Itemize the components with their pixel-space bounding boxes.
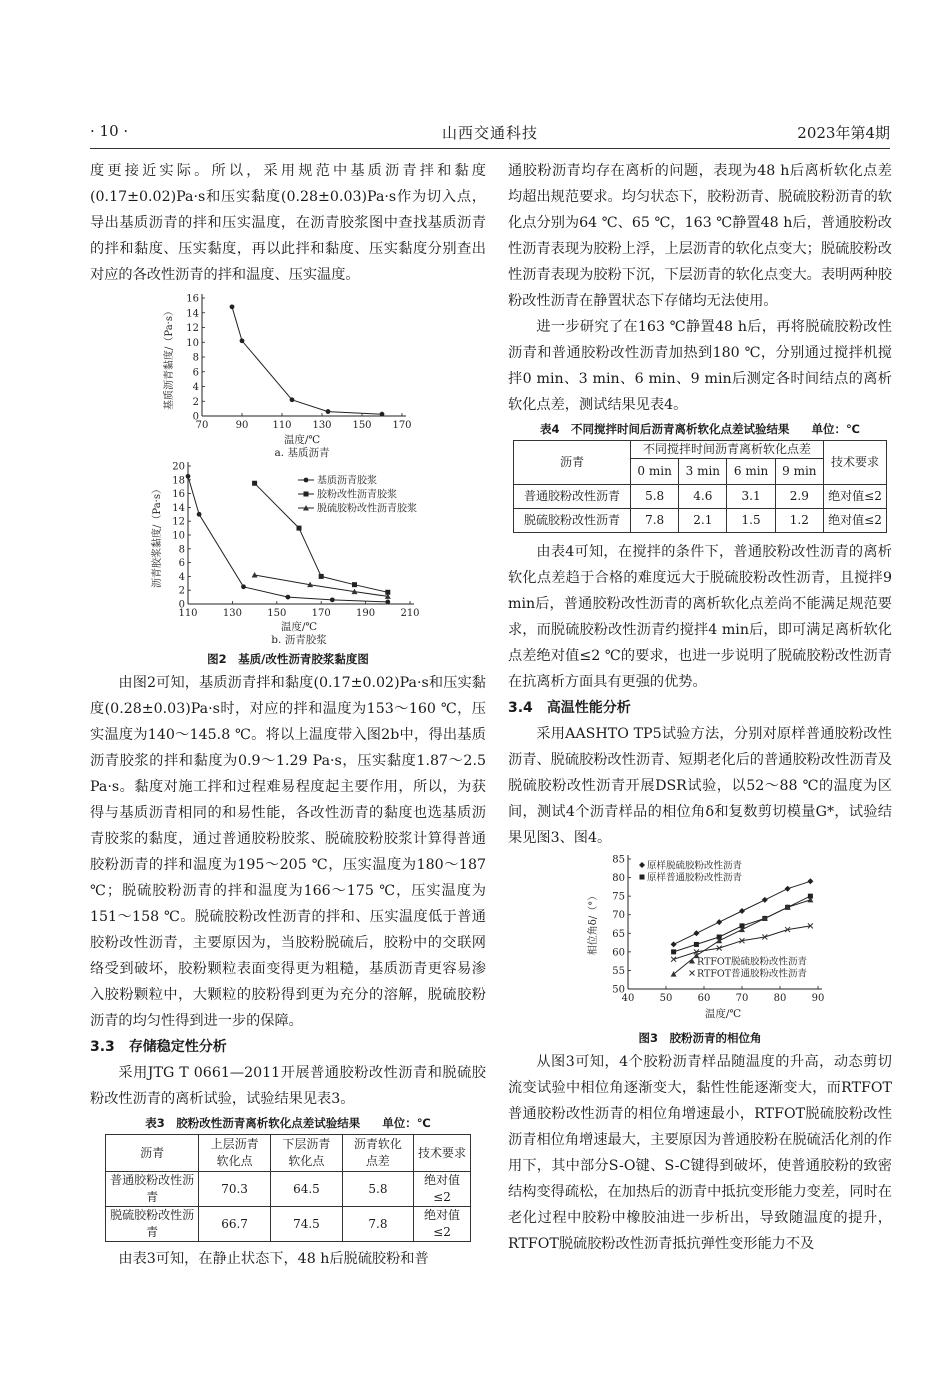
legend-label: 胶粉改性沥青胶浆 xyxy=(317,489,397,501)
table-cell: 2.9 xyxy=(775,485,823,509)
y-tick-label: 4 xyxy=(178,571,185,583)
table-cell: 普通胶粉改性沥青 xyxy=(514,485,631,509)
figure-2a-chart xyxy=(138,288,438,458)
table-cell: 66.7 xyxy=(199,1207,271,1242)
table-header-cell: 下层沥青软化点 xyxy=(271,1135,343,1172)
table-4 xyxy=(513,440,887,533)
paragraph: 采用JTG T 0661—2011开展普通胶粉改性沥青和脱硫胶粉改性沥青的离析试验，试验结果见表3。 xyxy=(90,1065,486,1107)
table-cell: 4.6 xyxy=(679,485,727,509)
figure-2b-chart xyxy=(128,458,448,648)
table-cell: 5.8 xyxy=(631,485,679,509)
data-point xyxy=(762,897,768,903)
x-tick-label: 50 xyxy=(659,993,673,1004)
table-cell: 1.2 xyxy=(775,509,823,533)
y-tick-label: 6 xyxy=(192,367,199,379)
section-number: 3.3 xyxy=(90,1039,115,1055)
data-point xyxy=(807,878,813,884)
data-point xyxy=(639,862,645,868)
table-header-cell: 6 min xyxy=(727,459,775,485)
paragraph: 由表3可知，在静止状态下，48 h后脱硫胶粉和普 xyxy=(118,1251,429,1267)
paragraph: 通胶粉沥青均存在离析的问题，表现为48 h后离析软化点差均超出规范要求。均匀状态下，胶粉沥青、脱硫胶粉沥青的软化点分别为64 ℃、65 ℃，163 ℃静置48 h后，普通胶粉改性沥青表现为胶粉上浮，上层沥青的软化点变大；脱硫胶粉改性沥青表现为胶粉下沉，下层沥青的软化点变大。表明两种胶粉改性沥青在静置状态下存储均无法使用。 xyxy=(508,163,892,309)
data-point xyxy=(297,526,302,531)
x-tick-label: 80 xyxy=(773,993,787,1004)
x-tick-label: 190 xyxy=(356,608,376,619)
table-4-unit: 单位：℃ xyxy=(811,422,860,436)
issue-label: 2023年第4期 xyxy=(797,124,890,142)
legend-label: 原样普通胶粉改性沥青 xyxy=(647,872,743,884)
table-cell: 2.1 xyxy=(679,509,727,533)
table-row xyxy=(106,1207,471,1242)
y-tick-label: 65 xyxy=(612,928,625,940)
y-tick-label: 4 xyxy=(192,382,199,393)
table-row xyxy=(106,1172,471,1207)
paragraph: 进一步研究了在163 ℃静置48 h后，再将脱硫胶粉改性沥青和普通胶粉改性沥青加热到180 ℃，分别通过搅拌机搅拌0 min、3 min、6 min、9 min后测定各时间结点的离析软化点差，测试结果见表4。 xyxy=(508,319,892,413)
table-3-caption xyxy=(90,1114,486,1132)
y-axis-label: 相位角δ/（°） xyxy=(588,890,599,956)
table-cell: 70.3 xyxy=(199,1172,271,1207)
figure-3-caption: 图3 胶粉沥青的相位角 xyxy=(638,1031,762,1045)
y-tick-label: 18 xyxy=(172,475,185,487)
table-3-title: 表3 胶粉改性沥青离析软化点差试验结果 xyxy=(145,1116,361,1130)
x-tick-label: 90 xyxy=(235,420,249,431)
table-cell: 绝对值≤2 xyxy=(824,509,887,533)
legend-label: 基质沥青胶浆 xyxy=(317,475,377,487)
paragraph: 度更接近实际。所以，采用规范中基质沥青拌和黏度(0.17±0.02)Pa·s和压实黏度(0.28±0.03)Pa·s作为切入点，导出基质沥青的拌和压实温度，在沥青胶浆图中查找基质沥青的拌和黏度、压实黏度，再以此拌和黏度、压实黏度分别查出对应的各改性沥青的拌和温度、压实温度。 xyxy=(90,163,486,283)
page-header xyxy=(90,118,890,149)
x-tick-label: 70 xyxy=(735,993,749,1004)
x-axis-label: 温度/℃ xyxy=(704,1008,742,1020)
page-number: · 10 · xyxy=(90,122,129,140)
data-point xyxy=(197,512,202,517)
table-cell: 64.5 xyxy=(271,1172,343,1207)
table-cell: 绝对值≤2 xyxy=(824,485,887,509)
section-title: 存储稳定性分析 xyxy=(128,1039,227,1055)
y-tick-label: 55 xyxy=(612,965,625,977)
figure-3-chart xyxy=(570,851,830,1027)
x-tick-label: 40 xyxy=(621,993,635,1004)
x-axis-label: 温度/℃ xyxy=(283,434,321,446)
table-header-cell: 0 min xyxy=(631,459,679,485)
data-point xyxy=(352,582,357,587)
x-tick-label: 90 xyxy=(811,993,825,1004)
x-tick-label: 60 xyxy=(697,993,711,1004)
right-column xyxy=(508,158,892,1257)
table-header-row xyxy=(106,1135,471,1172)
table-cell: 脱硫胶粉改性沥青 xyxy=(106,1207,199,1242)
data-point xyxy=(785,886,791,892)
y-tick-label: 14 xyxy=(172,502,185,514)
table-cell: 7.8 xyxy=(342,1207,413,1242)
data-point xyxy=(640,875,645,880)
x-tick-label: 170 xyxy=(392,420,412,431)
data-point xyxy=(671,941,677,947)
y-axis-label: 沥青胶浆黏度/（Pa·s） xyxy=(152,484,163,588)
y-tick-label: 10 xyxy=(186,337,199,349)
data-point xyxy=(330,597,335,602)
table-row xyxy=(514,485,887,509)
y-tick-label: 70 xyxy=(612,910,625,922)
figure-2-caption: 图2 基质/改性沥青胶浆黏度图 xyxy=(207,652,369,666)
legend-label: 原样脱硫胶粉改性沥青 xyxy=(647,860,743,872)
table-header-cell: 9 min xyxy=(775,459,823,485)
table-cell: 普通胶粉改性沥青 xyxy=(106,1172,199,1207)
data-point xyxy=(241,584,246,589)
section-title: 高温性能分析 xyxy=(546,700,631,716)
data-point xyxy=(693,930,699,936)
x-tick-label: 70 xyxy=(195,420,209,431)
table-cell: 绝对值≤2 xyxy=(413,1207,470,1242)
y-tick-label: 14 xyxy=(186,308,199,320)
table-cell: 74.5 xyxy=(271,1207,343,1242)
y-tick-label: 20 xyxy=(172,461,185,473)
data-point xyxy=(304,492,309,497)
y-tick-label: 50 xyxy=(612,984,625,996)
x-tick-label: 170 xyxy=(311,608,331,619)
x-tick-label: 150 xyxy=(267,608,287,619)
x-axis-label: 温度/℃ xyxy=(280,621,318,633)
table-header-cell: 沥青 xyxy=(106,1135,199,1172)
data-point xyxy=(694,942,699,947)
table-header-row xyxy=(514,441,887,459)
table-header-cell: 上层沥青软化点 xyxy=(199,1135,271,1172)
x-tick-label: 210 xyxy=(400,608,420,619)
paragraph: 由表4可知，在搅拌的条件下，普通胶粉改性沥青的离析软化点差趋于合格的难度远大于脱硫胶粉改性沥青，且搅拌9 min后，普通胶粉改性沥青的离析软化点差尚不能满足规范要求，而脱硫胶粉改性沥青约搅拌4 min后，即可满足离析软化点差绝对值≤2 ℃的要求，也进一步说明了脱硫胶粉改性沥青在抗离析方面具有更强的优势。 xyxy=(508,544,892,690)
data-point xyxy=(286,595,291,600)
y-tick-label: 2 xyxy=(178,585,185,597)
table-header-cell: 沥青软化点差 xyxy=(342,1135,413,1172)
data-point xyxy=(671,949,676,954)
section-heading-3-3 xyxy=(90,1034,486,1060)
data-point xyxy=(186,474,191,479)
table-header-cell: 3 min xyxy=(679,459,727,485)
data-point xyxy=(304,478,309,483)
table-3-unit: 单位：℃ xyxy=(382,1116,431,1130)
paragraph: 由图2可知，基质沥青拌和黏度(0.17±0.02)Pa·s和压实黏度(0.28±0.03)Pa·s时，对应的拌和温度为153～160 ℃，压实温度为140～145.8 ℃。将以上温度带入图2b中，得出基质沥青胶浆的拌和黏度为0.9～1.29 Pa·s，压实黏度1.87～2.5 Pa·s。黏度对施工拌和过程难易程度起主要作用，所以，为获得与基质沥青相同的和易性能，各改性沥青的黏度也选基质沥青胶浆的黏度，通过普通胶粉胶浆、脱硫胶粉胶浆计算得普通胶粉沥青的拌和温度为195～205 ℃，压实温度为180～187 ℃；脱硫胶粉沥青的拌和温度为166～175 ℃，压实温度为151～158 ℃。脱硫胶粉改性沥青的拌和、压实温度低于普通胶粉改性沥青，主要原因为，当胶粉脱硫后，胶粉中的交联网络受到破坏，胶粉颗粒表面变得更为粗糙，基质沥青更容易渗入胶粉颗粒中，大颗粒的胶粉得到更为充分的溶解，脱硫胶粉沥青的均匀性得到进一步的保障。 xyxy=(90,675,486,1029)
y-tick-label: 0 xyxy=(178,599,185,611)
y-tick-label: 80 xyxy=(612,873,625,885)
table-row xyxy=(514,509,887,533)
table-4-caption xyxy=(508,420,892,438)
table-3 xyxy=(105,1134,471,1242)
x-tick-label: 130 xyxy=(312,420,332,431)
series-line xyxy=(232,307,382,414)
data-point xyxy=(319,574,324,579)
y-tick-label: 2 xyxy=(192,396,199,408)
data-point xyxy=(230,304,235,309)
y-tick-label: 12 xyxy=(186,323,199,334)
data-point xyxy=(380,412,385,417)
table-cell: 5.8 xyxy=(342,1172,413,1207)
data-point xyxy=(716,919,722,925)
y-axis-label: 基质沥青黏度/（Pa·s） xyxy=(164,306,175,410)
data-point xyxy=(252,481,257,486)
y-tick-label: 60 xyxy=(612,947,625,959)
section-heading-3-4 xyxy=(508,695,892,721)
table-cell: 脱硫胶粉改性沥青 xyxy=(514,509,631,533)
y-tick-label: 16 xyxy=(172,489,185,501)
y-tick-label: 16 xyxy=(186,293,199,305)
paragraph: 采用AASHTO TP5试验方法，分别对原样普通胶粉改性沥青、脱硫胶粉改性沥青、短期老化后的普通胶粉改性沥青及脱硫胶粉改性沥青开展DSR试验，以52～88 ℃的温度为区间，测试4个沥青样品的相位角δ和复数剪切模量G*，试验结果见图3、图4。 xyxy=(508,726,892,846)
y-tick-label: 85 xyxy=(612,854,625,866)
legend-label: RTFOT脱硫胶粉改性沥青 xyxy=(697,956,808,968)
left-column xyxy=(90,158,486,1272)
table-header-cell: 技术要求 xyxy=(413,1135,470,1172)
section-number: 3.4 xyxy=(508,700,533,716)
legend-label: 脱硫胶粉改性沥青胶浆 xyxy=(317,503,417,515)
data-point xyxy=(326,409,331,414)
data-point xyxy=(290,397,295,402)
table-header-cell: 技术要求 xyxy=(824,441,887,485)
y-tick-label: 8 xyxy=(192,352,199,364)
x-tick-label: 130 xyxy=(222,608,242,619)
paragraph: 从图3可知，4个胶粉沥青样品随温度的升高，动态剪切流变试验中相位角逐渐变大，黏性性能逐渐变大，而RTFOT普通胶粉改性沥青的相位角增速最小，RTFOT脱硫胶粉改性沥青相位角增速最大，主要原因为普通胶粉在脱硫活化剂的作用下，其中部分S-O键、S-C键得到破坏，使普通胶粉的致密结构变得疏松，在加热后的沥青中抵抗变形能力变差，同时在老化过程中胶粉中橡胶油进一步析出，导致随温度的提升，RTFOT脱硫胶粉改性沥青抵抗弹性变形能力不及 xyxy=(508,1054,892,1252)
y-tick-label: 0 xyxy=(192,411,199,423)
table-cell: 7.8 xyxy=(631,509,679,533)
data-point xyxy=(240,338,245,343)
x-tick-label: 110 xyxy=(178,608,198,619)
table-header-cell: 不同搅拌时间沥青离析软化点差 xyxy=(631,441,824,459)
y-tick-label: 8 xyxy=(178,544,185,556)
data-point xyxy=(385,600,390,605)
chart-subcaption: a. 基质沥青 xyxy=(274,447,330,458)
table-4-title: 表4 不同搅拌时间后沥青离析软化点差试验结果 xyxy=(540,422,790,436)
y-tick-label: 10 xyxy=(172,530,185,542)
data-point xyxy=(252,572,258,578)
table-cell: 绝对值≤2 xyxy=(413,1172,470,1207)
legend-label: RTFOT普通胶粉改性沥青 xyxy=(697,968,808,980)
y-tick-label: 6 xyxy=(178,558,185,570)
table-cell: 3.1 xyxy=(727,485,775,509)
data-point xyxy=(739,908,745,914)
x-tick-label: 110 xyxy=(272,420,292,431)
y-tick-label: 75 xyxy=(612,891,625,903)
journal-name: 山西交通科技 xyxy=(441,124,538,142)
y-tick-label: 12 xyxy=(172,516,185,528)
chart-subcaption: b. 沥青胶浆 xyxy=(271,634,327,646)
x-tick-label: 150 xyxy=(352,420,372,431)
table-header-cell: 沥青 xyxy=(514,441,631,485)
table-cell: 1.5 xyxy=(727,509,775,533)
